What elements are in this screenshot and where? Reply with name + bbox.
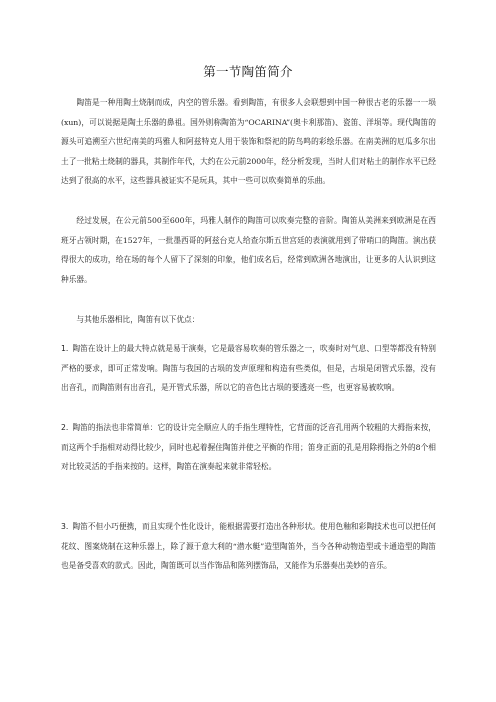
advantage-item-1-text: 陶笛在设计上的最大特点就是易于演奏，它是最容易吹奏的管乐器之一，吹奏时对气息、口型等都没有特别严格的要求，即可正常发响。陶笛与我国的古埙的发声原理和构造有些类似，但是，古埙是闭管式乐器，没有出音孔，而陶笛则有出音孔，是开管式乐器，所以它的音色比古埙的要透亮一些，也更容易被吹响。 <box>61 344 436 393</box>
advantage-item-2-text: 陶笛的指法也非常简单：它的设计完全顺应人的手指生理特性，它背面的泛音孔用两个较粗的大拇指来按，而这两个手指相对动得比较少，同时也起着握住陶笛并使之平衡的作用；笛身正面的孔是用除拇指之外的8个相对比较灵活的手指来按的。这样，陶笛在演奏起来就非常轻松。 <box>61 423 436 472</box>
history-paragraph: 经过发展，在公元前500至600年，玛雅人制作的陶笛可以吹奏完整的音阶。陶笛从美洲来到欧洲是在西班牙占领时期，在1527年，一批墨西哥的阿兹台克人给查尔斯五世宫廷的表演就用到了带哨口的陶笛。演出获得很大的成功，给在场的每个人留下了深刻的印象，他们成名后，经常到欧洲各地演出，让更多的人认识到这种乐器。 <box>61 216 436 284</box>
advantage-item-1 <box>61 339 436 398</box>
page-title: 第一节陶笛简介 <box>203 64 293 79</box>
compare-paragraph: 与其他乐器相比，陶笛有以下优点： <box>76 315 200 324</box>
advantage-item-2 <box>61 418 436 477</box>
advantage-item-3 <box>61 517 436 576</box>
advantage-item-2-number: 2. <box>61 423 69 432</box>
advantage-item-3-number: 3. <box>61 522 69 531</box>
intro-paragraph: 陶笛是一种用陶土烧制而成，内空的管乐器。看到陶笛，有很多人会联想到中国一种很古老的乐器一一埙(xun)，可以说据是陶土乐器的鼻祖。国外则称陶笛为“OCARINA”(奥卡利那笛)、瓷笛、洋埙等。现代陶笛的源头可追溯至六世纪南美的玛雅人和阿兹特克人用于装饰和祭祀的防鸟鸣的彩绘乐器。在南美洲的厄瓜多尔出土了一批粘土烧制的器具，其制作年代，大约在公元前2000年，经分析发现，当时人们对粘土的制作水平已经达到了很高的水平，这些器具被证实不是玩具，其中一些可以吹奏简单的乐曲。 <box>61 98 436 186</box>
advantage-item-1-number: 1. <box>61 344 69 353</box>
advantage-item-3-text: 陶笛不但小巧便携，而且实现个性化设计，能根据需要打造出各种形状。使用色釉和彩陶技术也可以把任何花纹、图案烧制在这种乐器上，除了源于意大利的“潜水艇”造型陶笛外，当今各种动物造型或卡通造型的陶笛也是备受喜欢的款式。因此，陶笛既可以当作饰品和陈列摆饰品，又能作为乐器奏出美妙的音乐。 <box>61 522 436 571</box>
